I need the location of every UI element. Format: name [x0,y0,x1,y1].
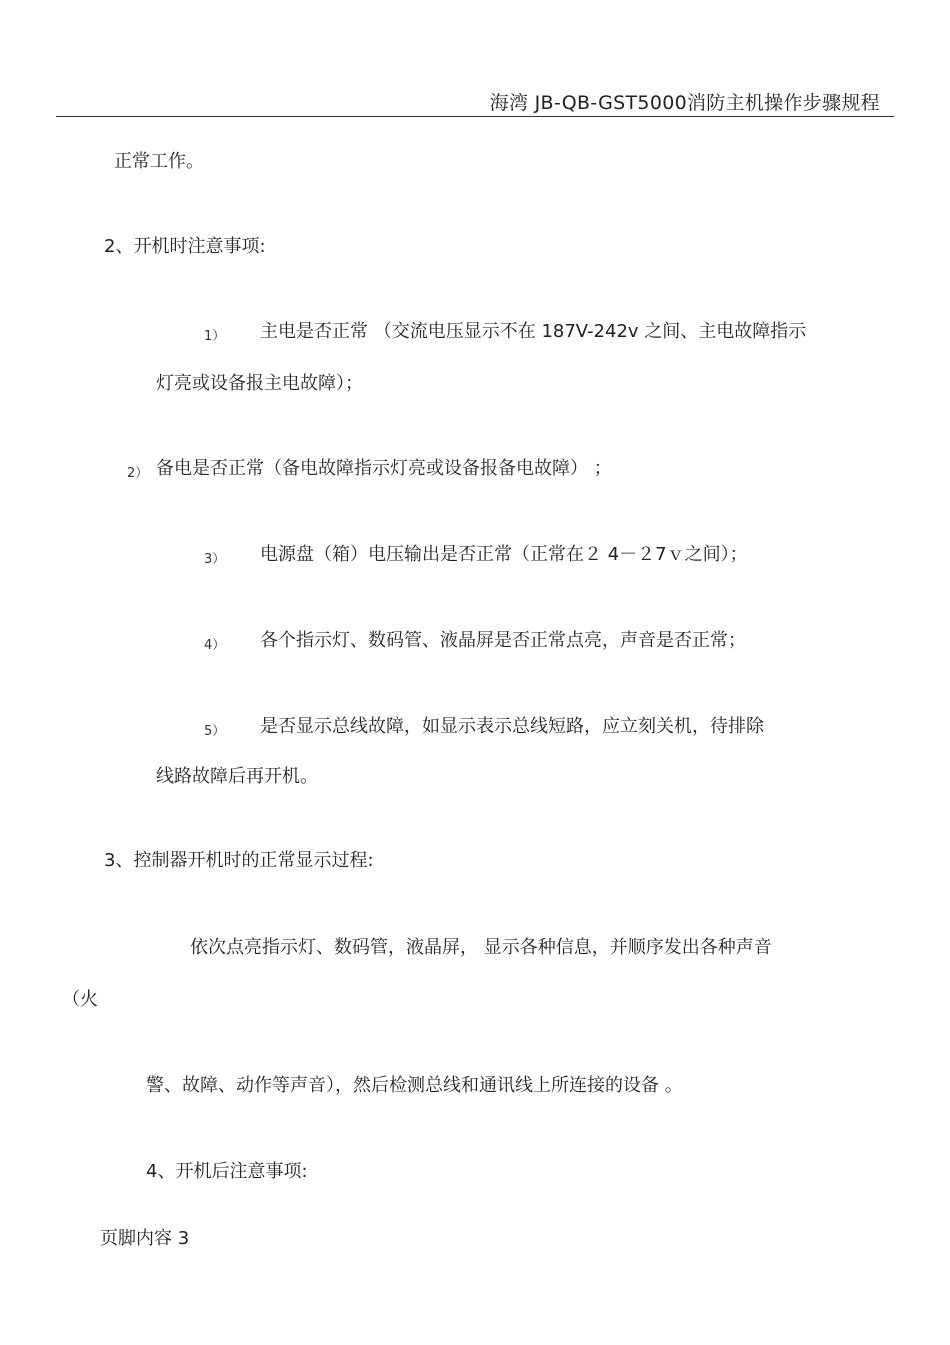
item-1-text: 主电是否正常 （交流电压显示不在 187V-242v 之间、主电故障指示 [260,321,807,342]
continued-line: 正常工作。 [114,151,204,172]
section-3-paragraph-line-1: 依次点亮指示灯、数码管，液晶屏， 显示各种信息，并顺序发出各种声音 [190,937,772,958]
section-3-heading: 3、控制器开机时的正常显示过程: [104,850,374,871]
item-5-number: 5） [204,724,226,739]
item-5-text: 是否显示总线故障，如显示表示总线短路，应立刻关机，待排除 [260,716,764,737]
item-1-text-continued: 灯亮或设备报主电故障）； [156,373,363,394]
section-3-paragraph-line-2: （火 [62,989,98,1010]
page-footer: 页脚内容 3 [100,1228,190,1249]
page-header-title: 海湾 JB-QB-GST5000消防主机操作步骤规程 [489,92,880,114]
item-2-number: 2） [127,466,149,481]
section-2-heading: 2、开机时注意事项: [104,236,266,257]
section-3-paragraph-line-3: 警、故障、动作等声音），然后检测总线和通讯线上所连接的设备 。 [146,1075,683,1096]
item-4-number: 4） [204,638,226,653]
item-3-text: 电源盘（箱）电压输出是否正常（正常在２ 4－２7ｖ之间）； [260,544,748,565]
item-3-number: 3） [204,552,226,567]
section-4-heading: 4、开机后注意事项: [146,1161,308,1182]
item-2-text: 备电是否正常（备电故障指示灯亮或设备报备电故障） ； [156,458,612,479]
header-divider [56,116,894,117]
item-5-text-continued: 线路故障后再开机。 [156,766,318,787]
item-4-text: 各个指示灯、数码管、液晶屏是否正常点亮，声音是否正常； [260,630,746,651]
item-1-number: 1） [204,329,226,344]
